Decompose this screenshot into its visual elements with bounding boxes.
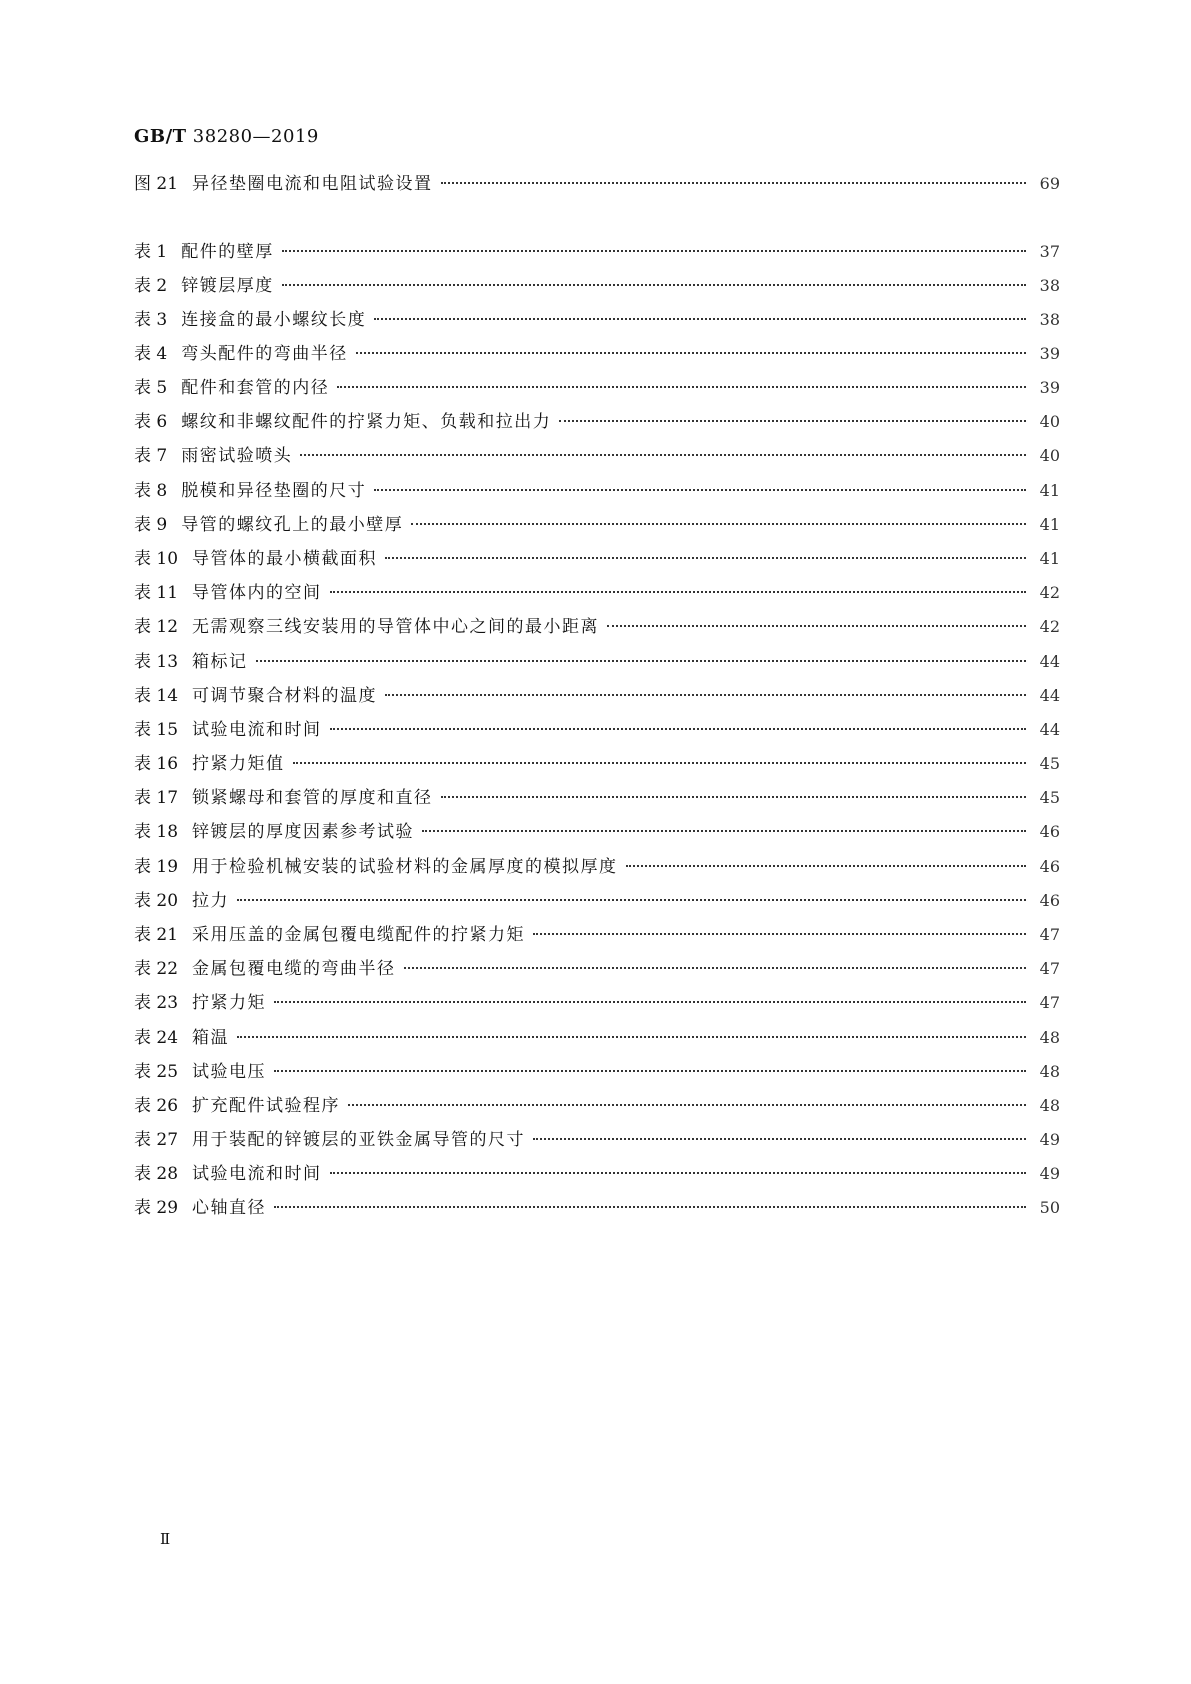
toc-title: 锌镀层厚度 [181,276,274,296]
toc-leader-dots [274,1070,1026,1072]
toc-label: 表 8 [134,481,168,501]
toc-leader-dots [300,454,1026,456]
toc-page-number: 47 [1039,959,1060,978]
toc-leader-dots [385,557,1026,559]
toc-title: 采用压盖的金属包覆电缆配件的拧紧力矩 [192,925,526,945]
toc-table-row[interactable] [134,783,1060,809]
toc-title: 导管体的最小横截面积 [192,549,378,569]
toc-page-number: 45 [1039,754,1060,773]
toc-leader-dots [356,352,1026,354]
toc-title: 配件的壁厚 [181,242,274,262]
toc-page-number: 47 [1039,925,1060,944]
toc-table-row[interactable] [134,544,1060,570]
toc-label: 表 1 [134,242,168,262]
toc-leader-dots [441,796,1026,798]
toc-title: 导管的螺纹孔上的最小壁厚 [181,515,404,535]
toc-table-row[interactable] [134,578,1060,604]
toc-leader-dots [274,1001,1026,1003]
toc-page-number: 38 [1039,310,1060,329]
toc-leader-dots [422,830,1026,832]
toc-title: 锌镀层的厚度因素参考试验 [192,822,415,842]
toc-label: 表 26 [134,1096,179,1116]
toc-page-number: 38 [1039,276,1060,295]
toc-leader-dots [330,728,1026,730]
toc-table-row[interactable] [134,647,1060,673]
toc-label: 图 21 [134,174,179,194]
toc-table-row[interactable] [134,1091,1060,1117]
toc-table-row[interactable] [134,817,1060,843]
toc-table-row[interactable] [134,305,1060,331]
toc-title: 弯头配件的弯曲半径 [181,344,348,364]
toc-leader-dots [330,591,1026,593]
toc-table-row[interactable] [134,715,1060,741]
toc-title: 无需观察三线安装用的导管体中心之间的最小距离 [192,617,600,637]
toc-page-number: 42 [1039,583,1060,602]
toc-title: 试验电流和时间 [192,720,322,740]
toc-leader-dots [533,933,1026,935]
page-number: Ⅱ [160,1530,171,1548]
toc-table-row[interactable] [134,476,1060,502]
toc-table-row[interactable] [134,954,1060,980]
toc-leader-dots [607,625,1026,627]
toc-title: 试验电流和时间 [192,1164,322,1184]
toc-label: 表 18 [134,822,179,842]
toc-table-row[interactable] [134,1193,1060,1219]
toc-leader-dots [374,318,1026,320]
toc-label: 表 4 [134,344,168,364]
toc-label: 表 7 [134,446,168,466]
toc-leader-dots [404,967,1026,969]
toc-label: 表 29 [134,1198,179,1218]
toc-leader-dots [293,762,1026,764]
toc-page-number: 48 [1039,1062,1060,1081]
toc-label: 表 23 [134,993,179,1013]
toc-table-row[interactable] [134,1057,1060,1083]
toc-label: 表 6 [134,412,168,432]
toc-table-row[interactable] [134,920,1060,946]
toc-label: 表 27 [134,1130,179,1150]
toc-table-row[interactable] [134,441,1060,467]
toc-title: 螺纹和非螺纹配件的拧紧力矩、负载和拉出力 [181,412,552,432]
toc-leader-dots [237,1036,1026,1038]
toc-page-number: 40 [1039,446,1060,465]
toc-table-row[interactable] [134,612,1060,638]
toc-page-number: 39 [1039,344,1060,363]
toc-label: 表 17 [134,788,179,808]
toc-page-number: 49 [1039,1164,1060,1183]
toc-title: 导管体内的空间 [192,583,322,603]
toc-table-row[interactable] [134,373,1060,399]
toc-page-number: 47 [1039,993,1060,1012]
toc-title: 拧紧力矩 [192,993,267,1013]
toc-title: 箱标记 [192,652,248,672]
toc-label: 表 15 [134,720,179,740]
toc-leader-dots [559,420,1026,422]
toc-title: 试验电压 [192,1062,267,1082]
toc-table-row[interactable] [134,271,1060,297]
standard-code-number: 38280—2019 [192,126,319,147]
toc-table-row[interactable] [134,886,1060,912]
toc-leader-dots [374,489,1026,491]
toc-title: 用于检验机械安装的试验材料的金属厚度的模拟厚度 [192,857,618,877]
toc-label: 表 10 [134,549,179,569]
toc-page-number: 48 [1039,1028,1060,1047]
toc-label: 表 2 [134,276,168,296]
toc-label: 表 13 [134,652,179,672]
toc-page-number: 46 [1039,857,1060,876]
toc-title: 脱模和异径垫圈的尺寸 [181,481,367,501]
toc-leader-dots [256,660,1026,662]
toc-leader-dots [282,250,1026,252]
toc-page-number: 41 [1039,481,1060,500]
toc-leader-dots [348,1104,1026,1106]
toc-table-row[interactable] [134,681,1060,707]
toc-table-row[interactable] [134,988,1060,1014]
toc-title: 雨密试验喷头 [181,446,293,466]
toc-label: 表 20 [134,891,179,911]
toc-figure-row[interactable] [134,169,1060,195]
toc-leader-dots [274,1206,1026,1208]
toc-title: 箱温 [192,1028,230,1048]
toc-page-number: 46 [1039,822,1060,841]
toc-title: 锁紧螺母和套管的厚度和直径 [192,788,433,808]
toc-leader-dots [411,523,1026,525]
toc-table-row[interactable] [134,1159,1060,1185]
toc-page-number: 41 [1039,515,1060,534]
toc-title: 心轴直径 [192,1198,267,1218]
toc-page-number: 44 [1039,720,1060,739]
toc-leader-dots [385,694,1026,696]
toc-leader-dots [337,386,1026,388]
toc-table-row[interactable] [134,237,1060,263]
toc-label: 表 24 [134,1028,179,1048]
toc-page-number: 39 [1039,378,1060,397]
toc-title: 扩充配件试验程序 [192,1096,341,1116]
toc-leader-dots [441,182,1026,184]
standard-code [134,126,319,147]
toc-leader-dots [282,284,1026,286]
toc-page-number: 46 [1039,891,1060,910]
toc-label: 表 21 [134,925,179,945]
toc-page-number: 45 [1039,788,1060,807]
toc-page-number: 48 [1039,1096,1060,1115]
toc-label: 表 19 [134,857,179,877]
toc-page-number: 69 [1039,174,1060,193]
toc-title: 连接盒的最小螺纹长度 [181,310,367,330]
toc-page-number: 44 [1039,652,1060,671]
toc-label: 表 3 [134,310,168,330]
toc-page-number: 37 [1039,242,1060,261]
toc-label: 表 16 [134,754,179,774]
toc-page-number: 49 [1039,1130,1060,1149]
toc-label: 表 9 [134,515,168,535]
toc-table-row[interactable] [134,510,1060,536]
toc-table-row[interactable] [134,1125,1060,1151]
toc-table-row[interactable] [134,1023,1060,1049]
toc-page-number: 42 [1039,617,1060,636]
toc-title: 可调节聚合材料的温度 [192,686,378,706]
toc-title: 配件和套管的内径 [181,378,330,398]
toc-leader-dots [330,1172,1026,1174]
toc-title: 拉力 [192,891,230,911]
toc-label: 表 28 [134,1164,179,1184]
toc-label: 表 12 [134,617,179,637]
toc-title: 用于装配的锌镀层的亚铁金属导管的尺寸 [192,1130,526,1150]
toc-title: 拧紧力矩值 [192,754,285,774]
toc-title: 金属包覆电缆的弯曲半径 [192,959,396,979]
toc-page-number: 50 [1039,1198,1060,1217]
toc-label: 表 14 [134,686,179,706]
toc-leader-dots [533,1138,1026,1140]
toc-label: 表 11 [134,583,179,603]
toc-leader-dots [237,899,1026,901]
toc-table-row[interactable] [134,339,1060,365]
toc-label: 表 22 [134,959,179,979]
toc-table-row[interactable] [134,852,1060,878]
toc-label: 表 5 [134,378,168,398]
toc-table-row[interactable] [134,749,1060,775]
toc-page-number: 41 [1039,549,1060,568]
toc-leader-dots [626,865,1026,867]
toc-table-row[interactable] [134,407,1060,433]
toc-page-number: 40 [1039,412,1060,431]
standard-code-prefix: GB/T [134,126,187,147]
toc-page-number: 44 [1039,686,1060,705]
toc-label: 表 25 [134,1062,179,1082]
toc-title: 异径垫圈电流和电阻试验设置 [192,174,433,194]
